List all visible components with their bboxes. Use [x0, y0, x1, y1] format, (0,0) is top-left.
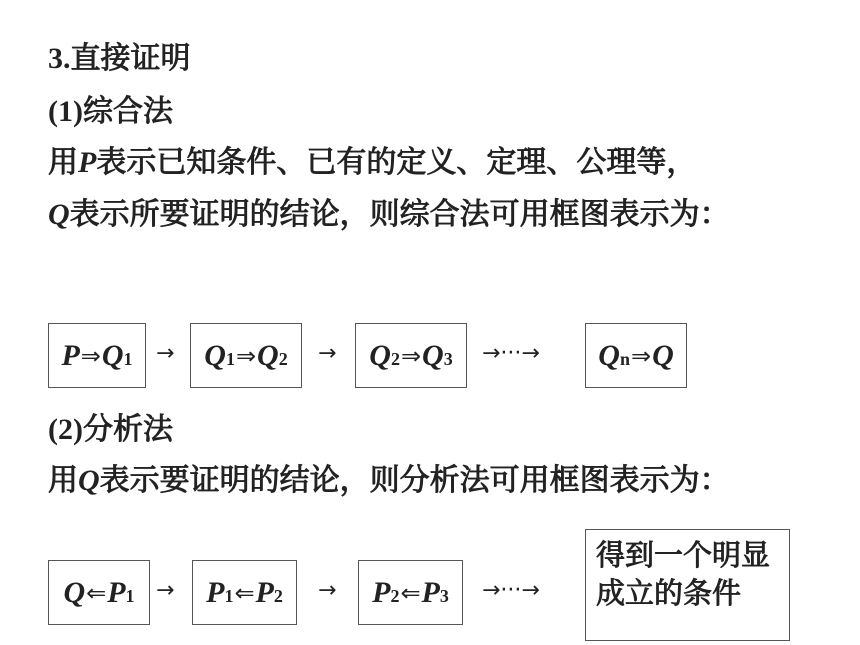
- subsection-number: (2): [48, 413, 83, 446]
- box-var: Q: [369, 338, 391, 372]
- implied-by-symbol: ⇐: [400, 578, 421, 607]
- synthetic-description-line-1: [48, 145, 697, 180]
- final-box-line-1: 得到一个明显: [596, 538, 771, 572]
- box-var: P: [421, 575, 440, 609]
- box-var: Q: [101, 338, 124, 372]
- variable-q: Q: [78, 464, 100, 497]
- desc-prefix: 用: [48, 463, 78, 498]
- box-subscript: 1: [123, 349, 133, 369]
- section-number: 3.: [48, 42, 71, 75]
- desc-text: 表示所要证明的结论，则综合法可用框图表示为：: [69, 197, 730, 232]
- box-var: P: [372, 575, 391, 609]
- implied-by-symbol: ⇐: [234, 578, 255, 607]
- analytic-flow-box-2: [192, 560, 297, 625]
- box-subscript: 1: [225, 349, 235, 369]
- implied-by-symbol: ⇐: [86, 578, 107, 607]
- synthetic-flow-box-3: [355, 323, 467, 388]
- synthetic-flow-arrow-1: →: [156, 341, 175, 366]
- box-subscript: 1: [125, 586, 135, 606]
- subsection-title: 分析法: [82, 412, 173, 447]
- synthetic-description-line-2: [48, 197, 730, 232]
- desc-prefix: 用: [48, 145, 78, 180]
- desc-text: 表示要证明的结论，则分析法可用框图表示为：: [99, 463, 730, 498]
- synthetic-method-title: [48, 94, 173, 129]
- box-subscript: 2: [390, 586, 400, 606]
- subsection-title: 综合法: [82, 94, 173, 129]
- box-var: Q: [257, 338, 279, 372]
- box-subscript: 2: [390, 349, 400, 369]
- synthetic-flow-arrow-3: →···→: [482, 341, 540, 366]
- box-subscript: n: [619, 349, 630, 369]
- box-var: P: [255, 575, 274, 609]
- analytic-flow-arrow-2: →: [318, 578, 337, 603]
- section-title: 直接证明: [70, 41, 191, 76]
- variable-q: Q: [48, 198, 70, 231]
- box-subscript: 3: [443, 349, 453, 369]
- box-var: Q: [63, 575, 86, 609]
- box-subscript: 2: [273, 586, 283, 606]
- analytic-flow-box-1: [48, 560, 150, 625]
- implies-symbol: ⇒: [80, 341, 101, 370]
- final-box-line-2: 成立的条件: [596, 576, 742, 610]
- box-subscript: 3: [439, 586, 449, 606]
- synthetic-flow-arrow-2: →: [318, 341, 337, 366]
- box-subscript: 1: [224, 586, 234, 606]
- box-subscript: 2: [278, 349, 288, 369]
- analytic-method-title: [48, 412, 173, 447]
- box-var: Q: [598, 338, 620, 372]
- box-var: Q: [204, 338, 226, 372]
- box-var: P: [206, 575, 225, 609]
- box-var: Q: [422, 338, 444, 372]
- synthetic-flow-box-1: [48, 323, 146, 388]
- analytic-flow-arrow-1: →: [156, 578, 175, 603]
- analytic-flow-final-box: [585, 529, 790, 641]
- box-var: P: [107, 575, 126, 609]
- desc-text: 表示已知条件、已有的定义、定理、公理等，: [96, 145, 697, 180]
- section-heading: [48, 41, 191, 76]
- synthetic-flow-box-4: [585, 323, 687, 388]
- analytic-flow-box-3: [358, 560, 463, 625]
- analytic-description: [48, 463, 730, 498]
- box-var: Q: [652, 338, 674, 372]
- variable-p: P: [78, 146, 97, 179]
- analytic-flow-arrow-3: →···→: [482, 578, 540, 603]
- synthetic-flow-box-2: [190, 323, 302, 388]
- subsection-number: (1): [48, 95, 83, 128]
- implies-symbol: ⇒: [630, 341, 652, 370]
- implies-symbol: ⇒: [235, 341, 257, 370]
- box-var: P: [61, 338, 80, 372]
- implies-symbol: ⇒: [400, 341, 422, 370]
